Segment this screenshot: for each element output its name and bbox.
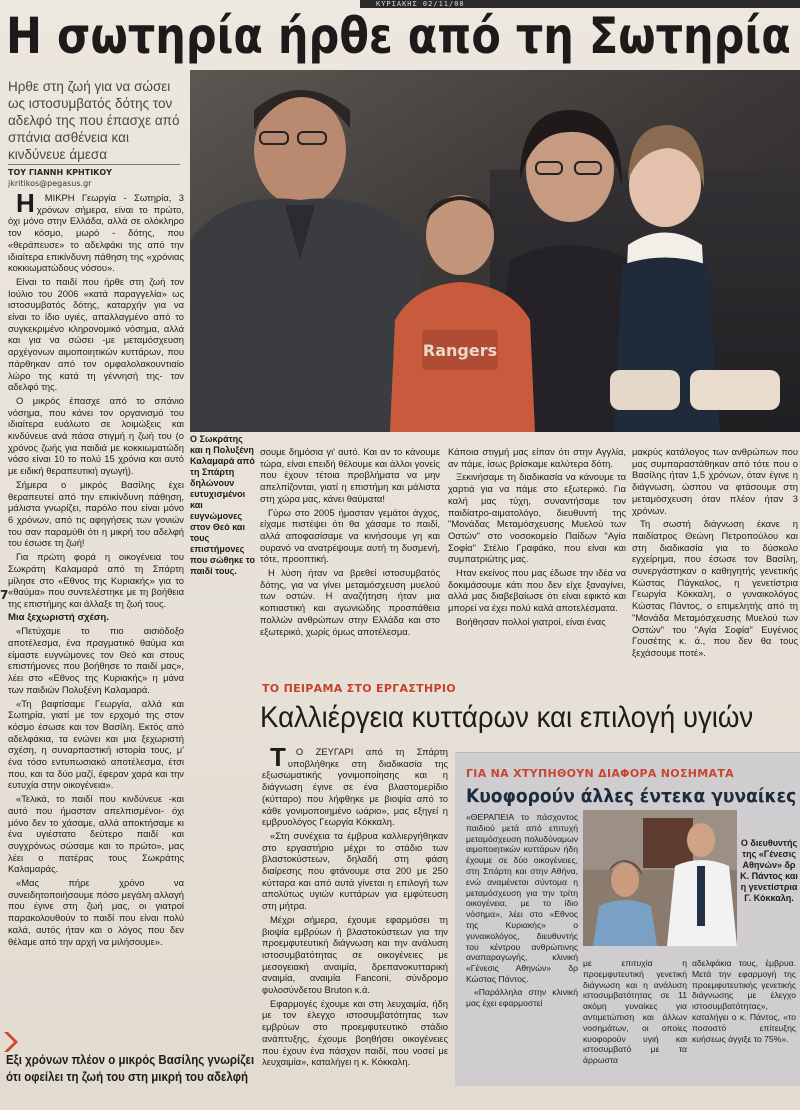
section-headline: Καλλιέργεια κυττάρων και επιλογή υγιών — [260, 701, 754, 734]
paragraph: Ο μικρός έπασχε από το σπάνιο νόσημα, που κάνει τον οργανισμό του ιδιαίτερα ευάλωτο σε λοιμώξεις και κινδύνευε ανά πάσα στιγμή η ζωή του (ο χρόνος ζωής για παιδιά με κοκκιωματώδη νόσο είναι 10 το πολύ 15 χρόνια και αυτό με ειδική θεραπευτική αγωγή). — [8, 394, 184, 477]
box-headline: Κυοφορούν άλλες έντεκα γυναίκες — [466, 785, 797, 807]
box-kicker: ΓΙΑ ΝΑ ΧΤΥΠΗΘΟΥΝ ΔΙΑΦΟΡΑ ΝΟΣΗΜΑΤΑ — [466, 767, 734, 780]
shirt-print-text: Rangers — [422, 341, 498, 360]
section-column — [262, 746, 448, 1086]
subhead: Μια ξεχωριστή σχέση. — [8, 611, 109, 623]
article-column-1 — [8, 192, 184, 1026]
paragraph: ΗΜΙΚΡΗ Γεωργία - Σωτηρία, 3 χρόνων σήμερα, είναι το πρώτο, όχι μόνο στην Ελλάδα, αλλά σε ολόκληρο τον κόσμο, μωρό - δότης, που «θεράπευσε» το αδελφάκι της από την ιδιαίτερα επικίνδυνη πάθηση της «χρόνιας κοκκιωματώδους νόσου». — [8, 192, 184, 274]
paragraph: Βοήθησαν πολλοί γιατροί, είναι ένας — [456, 615, 606, 627]
pull-quote — [6, 1052, 255, 1086]
box-column-1 — [466, 812, 578, 1082]
paragraph: «ΘΕΡΑΠΕΙΑ το πάσχοντος παιδιού μετά από επιτυχή μεταμόσχευση πολυδύναμων αιμοποιητικών κυττάρων ήδη έχουμε σε δύο οικογένειες, στη Σπάρτη και στην Αθήνα, ενώ αναμένεται σύντομα η μεταμόσχευση για την τρίτη οικογένεια, με το ίδιο νόσημα», λέει στο «Εθνος της Κυριακής» ο γυναικολόγος, διευθυντής του κέντρου ανθρώπινης αναπαραγωγής, κλινική «Γένεσις Αθηνών» δρ Κώστας Πάντος. — [466, 812, 578, 984]
paragraph: «Τη βαφτίσαμε Γεωργία, αλλά και Σωτηρία, γιατί με τον ερχομό της στον κόσμο έσωσε και τον Βασίλη. Εκτός από αδελφάκια, τα ενώνει και μια ξεχωριστή σχέση, η συναρπαστική ιστορία τους, μ' ένα τόσο εντυπωσιακό αποτέλεσμα, έτσι που, και τα δύο μαζί, έφεραν χαρά και την ευτυχία στην οικογένεια». — [8, 697, 184, 791]
page-headline: Η σωτηρία ήρθε από τη Σωτηρία — [6, 7, 791, 65]
paragraph: αδελφάκια τους, έμβρυα. Μετά την εφαρμογή της προεμφυτευτικής γενετικής διάγνωσης με έλεγχο ιστοσυμβατότητας», καταλήγει ο κ. Πάντος, «το ποσοστό επίτευξης κυήσεως άγγιξε το 75%». — [692, 958, 796, 1044]
paragraph: σουμε δημόσια γι' αυτό. Και αν το κάνουμε τώρα, είναι επειδή θέλουμε και άλλοι γονείς που έχουν τέτοια προβλήματα να μην απελπίζονται, γιατί η επιστήμη και μάλιστα στη χώρα μας, κάνει θαύματα! — [260, 446, 440, 504]
article-column-3 — [448, 446, 626, 676]
paragraph: Γύρω στο 2005 ήμασταν γεμάτοι άγχος, είχαμε πιστέψει ότι θα χάσαμε το παιδί, αλλά αποφασίσαμε να κινήσουμε γη και ουρανό να ανατρέψουμε αυτή τη δυσμενή, τότε, προοπτική. — [260, 506, 440, 565]
doctors-photo-caption: Ο διευθυντής της «Γένεσις Αθηνών» δρ Κ. Πάντος και η γενετίστρια Γ. Κόκκαλη. — [740, 838, 798, 903]
paragraph: Μέχρι σήμερα, έχουμε εφαρμόσει τη βιοψία εμβρύων ή βλαστοκύστεων για την προεμφυτευτική διάγνωση και την ανάλυση ιστοσυμβατότητας σε οικογένειες με μεσογειακή αναιμία, δρεπανοκυτταρική αναιμία, αναιμία Fanconi, σύνδρομο φυλοσύνδετου Bruton κ.ά. — [262, 913, 448, 996]
chevron-right-icon — [2, 1030, 22, 1054]
paragraph: «Παράλληλα στην κλινική μας έχει εφαρμοστεί — [466, 986, 578, 1008]
photo-caption: Ο Σωκράτης και η Πολυξένη Καλαμαρά από τη Σπάρτη δηλώνουν ευτυχισμένοι και ευγνώμονες στον Θεό και τους επιστήμονες που σώθηκε το παιδί τους. — [190, 434, 256, 576]
doctors-photo — [583, 810, 737, 946]
paragraph: με επιτυχία η προεμφυτευτική γενετική διάγνωση και η ανάλυση ιστοσυμβατότητας σε 11 ακόμη γυναίκες για αντιμετώπιση και άλλων νοσημάτων, οι οποίες κυοφορούν υγιή και ιστοσυμβατό με τα άρρωστα — [583, 958, 687, 1066]
pull-quote-line-2: ότι οφείλει τη ζωή του στη μικρή του αδελφή — [6, 1070, 248, 1084]
article-column-4 — [632, 446, 798, 676]
paragraph: «Τελικά, το παιδί που κινδύνευε -και αυτό που ήμασταν απελπισμένοι- όχι μόνο δεν το χάσαμε, αλλά αποκτήσαμε κι ένα υγιέστατο δεύτερο παιδί και συγχρόνως σώσαμε και το πρώτο», μας λέει ο πατέρας τους Σωκράτης Καλαμαράς. — [8, 793, 184, 875]
box-column-2 — [583, 958, 687, 1082]
paragraph: Εφαρμογές έχουμε και στη λευχαιμία, ήδη με τον έλεγχο ιστοσυμβατότητας των εμβρύων στο προεμφυτευτικό στάδιο ανάπτυξης, έχουμε βοηθήσει οικογένειες που έχουν ένα πάσχον παιδί, που νοσεί με λευχαιμία», καταλήγει η κ. Κόκκαλη. — [262, 997, 448, 1068]
paragraph: Ξεκινήσαμε τη διαδικασία να κάνουμε τα χαρτιά για να πάμε στο εξωτερικό. Για καλή μας τύχη, συναντήσαμε τον παιδίατρο-αιματολόγο, διευθυντή της "Μονάδας Μεταμόσχευσης Μυελού των Οστών" στο νοσοκομείο Παίδων "Αγία Σοφία" Στέλιο Γραφάκο, που είναι και συμπατριώτης μας. — [448, 471, 626, 565]
author-email: jkritikos@pegasus.gr — [8, 179, 92, 188]
paragraph: ΤΟ ΖΕΥΓΑΡΙ από τη Σπάρτη υποβλήθηκε στη διαδικασία της εξωσωματικής γονιμοποίησης και η διάγνωση έγινε σε ένα βλαστομερίδιο (κύτταρο) που λήφθηκε με βιοψία από το κάθε γονιμοποιημένο ωάριο», μας εξηγεί η εμβρυολόγος Γεωργία Κόκκαλη. — [262, 746, 448, 828]
article-deck: Ηρθε στη ζωή για να σώσει ως ιστοσυμβατός δότης τον αδελφό της που έπασχε από σπάνια ασθένεια και κινδύνευε άμεσα — [8, 79, 180, 162]
byline: ΤΟΥ ΓΙΑΝΝΗ ΚΡΗΤΙΚΟΥ — [8, 168, 112, 177]
paragraph: «Πετύχαμε το πιο αισιόδοξο αποτέλεσμα, ένα πραγματικό θαύμα και είμαστε ευγνώμονες τον Θεό και στους επιστήμονες που βοήθησε το παιδί μας», λέει στο «Εθνος της Κυριακής» η μάνα των παιδιών Πολυξένη Καλαμαρά. — [8, 625, 184, 695]
masthead-strip-text: ΚΥΡΙΑΚΗΣ 02/11/08 — [376, 0, 465, 8]
family-photo-illustration — [190, 70, 800, 432]
paragraph: Ηταν εκείνος που μας έδωσε την ιδέα να δοκιμάσουμε κάτι που δεν είχε ξαναγίνει, αλλά μας διαβεβαίωσε ότι είναι εφικτό και μπορεί να έχει πολύ καλά αποτελέσματα. — [448, 567, 626, 614]
pull-quote-line-1: Εξι χρόνων πλέον ο μικρός Βασίλης γνωρίζει — [6, 1053, 255, 1067]
paragraph: «Στη συνέχεια τα έμβρυα καλλιεργήθηκαν στο εργαστήριο μέχρι το στάδιο των βλαστοκύστεων, δηλαδή στη φάση διαίρεσης που φτάνουμε στα 200 με 250 κύτταρα και από αυτά γίνεται η επιλογή των απολύτως υγιών κυττάρων για εμφύτευση στη μήτρα. — [262, 829, 448, 912]
article-column-2 — [260, 446, 440, 676]
section-kicker: ΤΟ ΠΕΙΡΑΜΑ ΣΤΟ ΕΡΓΑΣΤΗΡΙΟ — [262, 682, 456, 695]
paragraph: Είναι το παιδί που ήρθε στη ζωή τον Ιούλιο του 2006 «κατά παραγγελία» ως ιστοσυμβατός δότης, καταρχήν για να είναι το ίδιο υγιές, απαλλαγμένο από το συγκεκριμένο κληρονομικό νόσημα, αλλά και για να σώσει -με μεταμόσχευση αρχέγονων αιμοποιητικών κυττάρων, που πάρθηκαν από τον ομφαλολακουντιαίο λώρο της κατά τη γέννησή της- τον αδελφό της. — [8, 275, 184, 393]
paragraph: «Μας πήρε χρόνο να συνειδητοποιήσουμε πόσο μεγάλη αλλαγή που έγινε στη ζωή μας, οι γιατροί παρακολουθούν το παιδί που είναι πολύ καλά, αυτός ήταν και ο λόγος που δεν θέλαμε από την αρχή να μιλήσουμε». — [8, 877, 184, 947]
family-photo — [190, 70, 800, 432]
paragraph: Η λύση ήταν να βρεθεί ιστοσυμβατός δότης, για να γίνει μεταμόσχευση μυελού των οστών. Η αναζήτηση ήταν μια κοπιαστική και αγωνιώδης προσπάθεια πολλών ανθρώπων στην Ελλάδα και στο εξωτερικό, χωρίς όμως αποτέλεσμα. — [260, 567, 440, 637]
doctors-photo-illustration — [583, 810, 737, 946]
paragraph: μακρύς κατάλογος των ανθρώπων που μας συμπαραστάθηκαν από τότε που ο Βασίλης ήταν 1,5 χρόνων, όταν έγινε η διάγνωση, ώσπου να φτάσουμε στη μεταμόσχευση όταν πλέον ήταν 3 χρόνων. — [632, 446, 798, 516]
paragraph: Για πρώτη φορά η οικογένεια του Σωκράτη Καλαμαρά από τη Σπάρτη μίλησε στο «Εθνος της Κυριακής» για το «θαύμα» που συντελέστηκε με τη βοήθεια της επιστήμης και άλλαξε τη ζωή τους. — [8, 551, 184, 609]
byline-divider — [8, 164, 180, 165]
paragraph: Σήμερα ο μικρός Βασίλης έχει θεραπευτεί από την επικίνδυνη πάθηση, μάλιστα γνωρίζει, παρόλο που είναι μόνο 6 χρόνων, από τις αφηγήσεις των γονιών του σαν παραμύθι ότι η μικρή του αδελφή του έσωσε τη ζωή! — [8, 478, 184, 549]
box-column-3 — [692, 958, 796, 1082]
paragraph: Κάποια στιγμή μας είπαν ότι στην Αγγλία, αν πάμε, ίσως βρίσκαμε καλύτερα δότη. — [448, 446, 626, 469]
paragraph: Τη σωστή διάγνωση έκανε η παιδίατρος Θεώνη Πετροπούλου και στη διαδικασία για το δύσκολο εγχείρημα, που έσωσε τον Βασίλη, συνεργάστηκαν ο καθηγητής γενετικής Κώστας Πάγκαλος, η γενετίστρια Γεωργία Κόκκαλη, ο γυναικολόγος Κώστας Πάντος, ο επιμελητής από τη "Μονάδα Μεταμόσχευσης Μυελού των Οστών" του "Αγία Σοφία" Ευγένιος Γουσέτης κ. ά., που δεν θα τους ξεχάσουμε ποτέ». — [632, 518, 798, 658]
page-number: 7 — [0, 588, 9, 602]
